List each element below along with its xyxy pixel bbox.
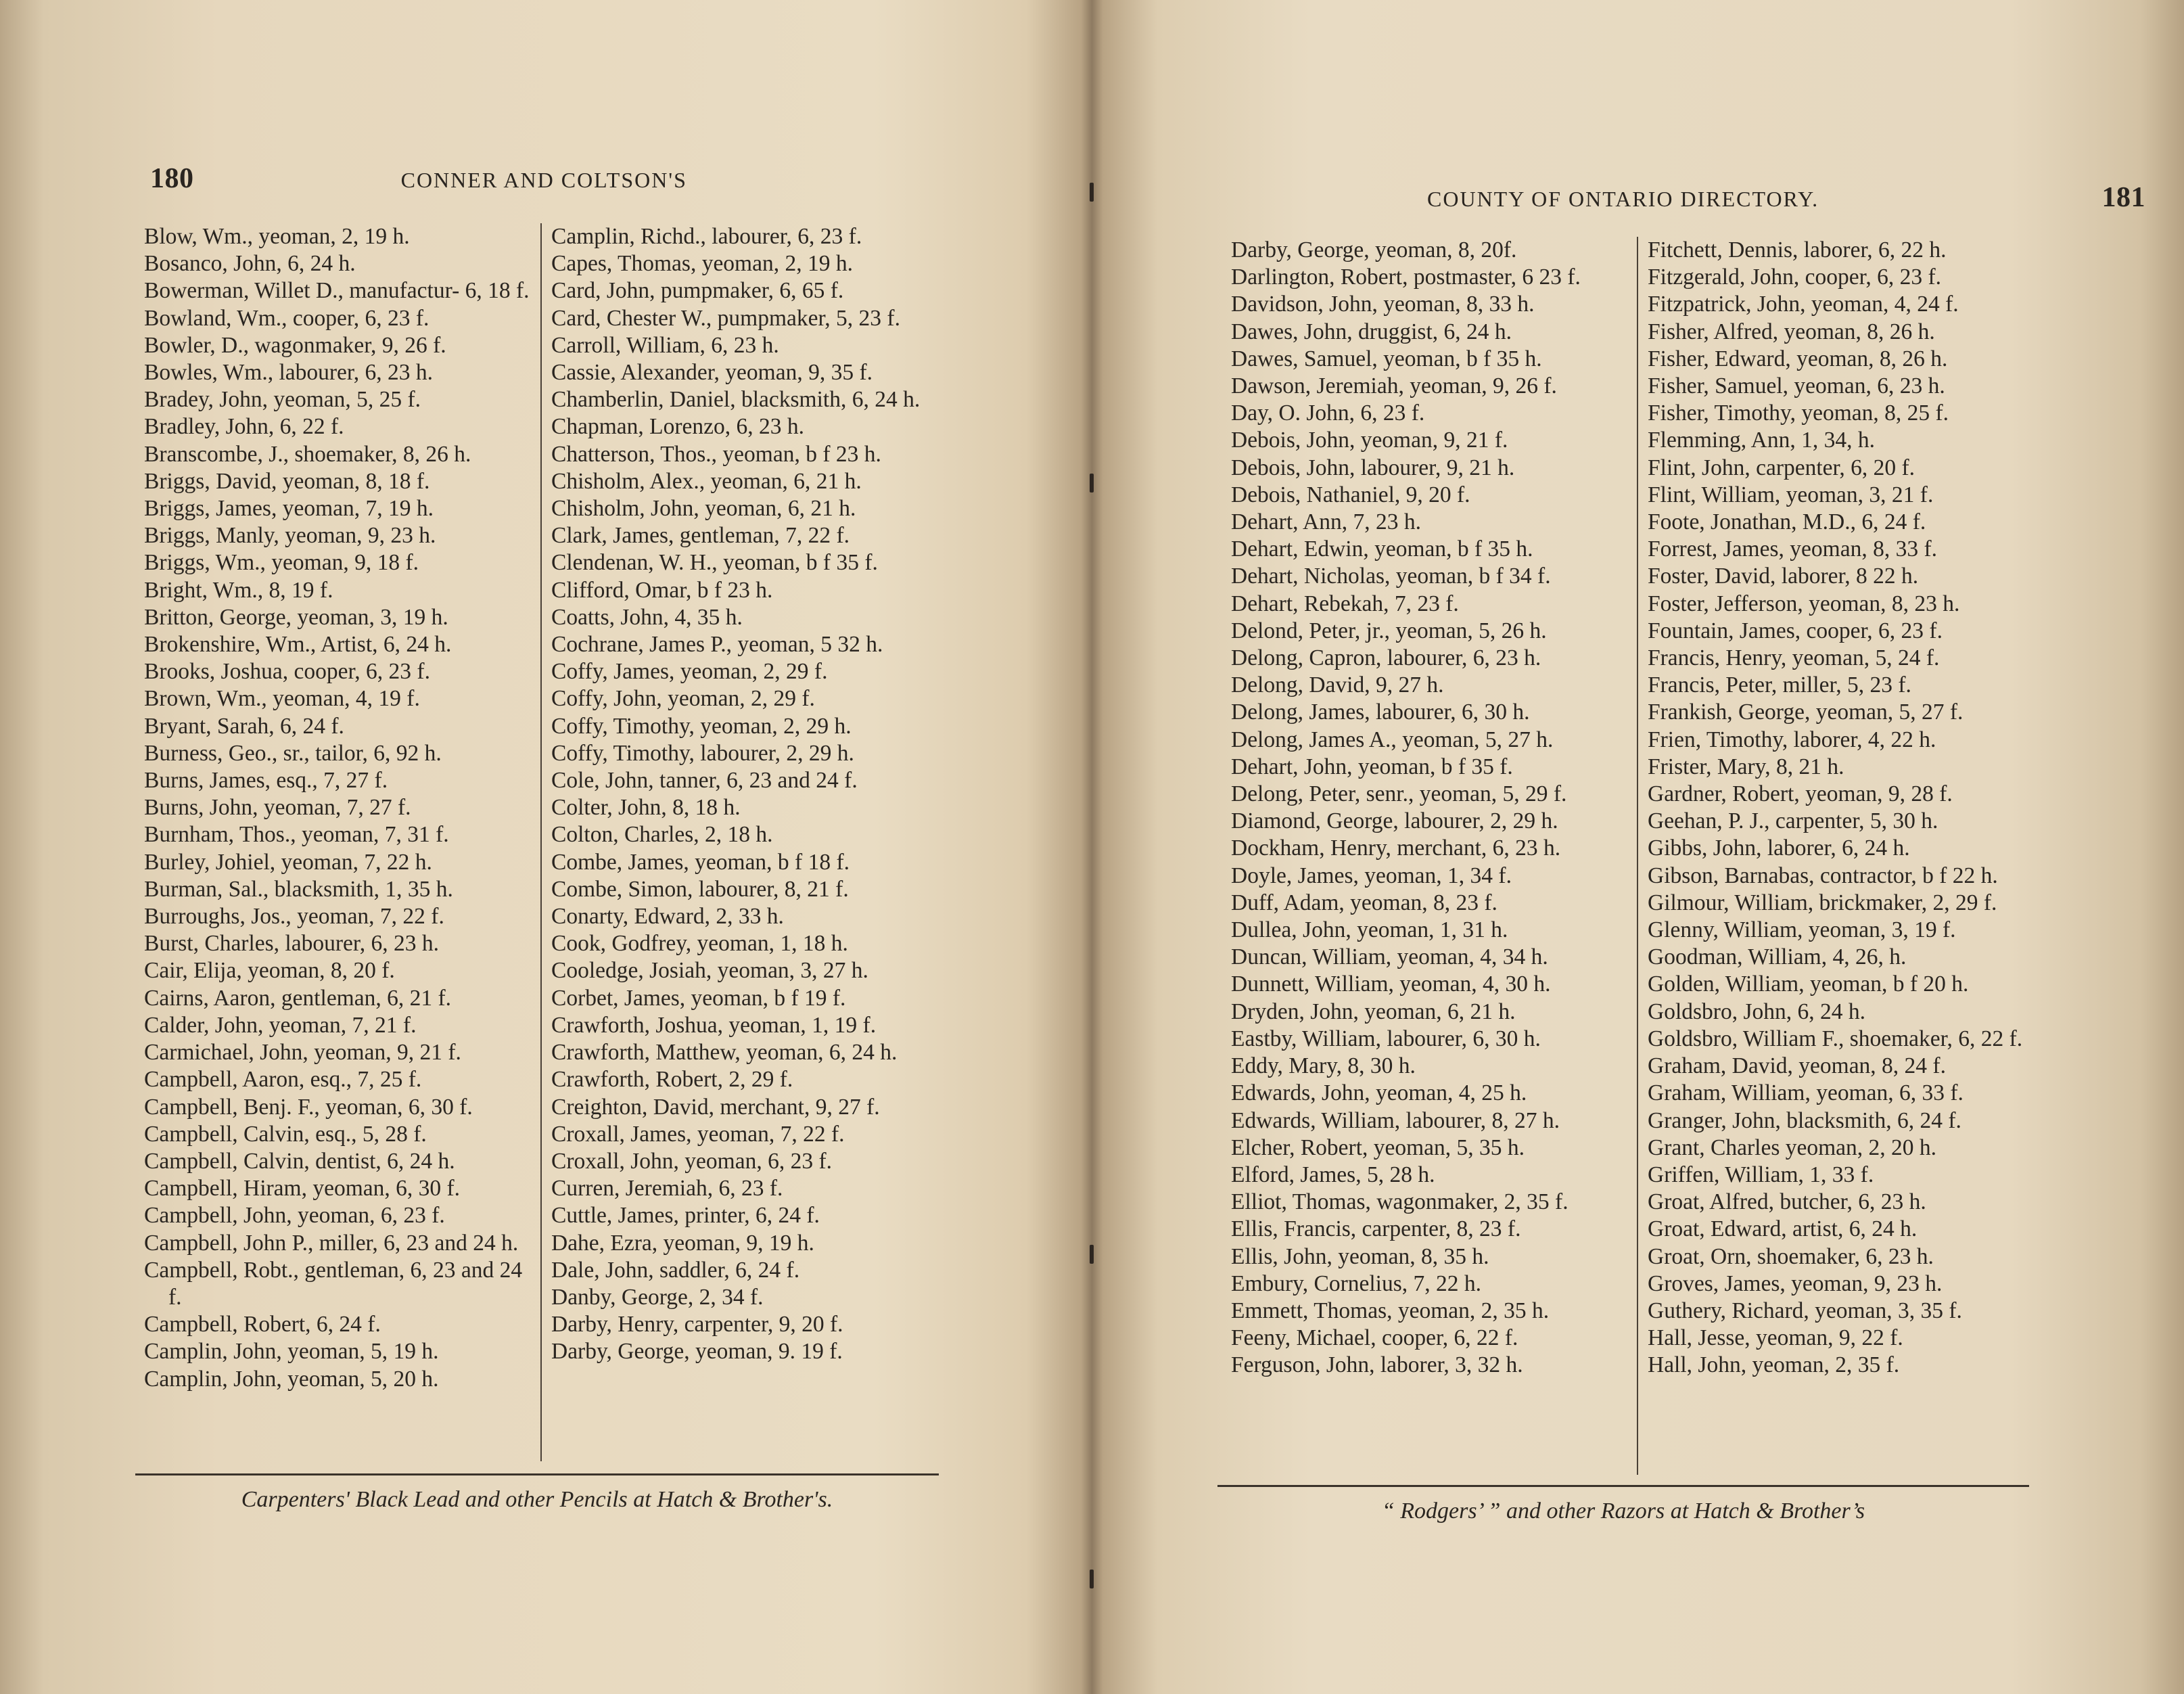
directory-entry: Bradey, John, yeoman, 5, 25 f.	[144, 387, 421, 413]
directory-entry: Briggs, Wm., yeoman, 9, 18 f.	[144, 550, 419, 576]
directory-entry: Cassie, Alexander, yeoman, 9, 35 f.	[551, 360, 873, 386]
directory-entry: Dehart, Ann, 7, 23 h.	[1231, 509, 1421, 535]
directory-entry: Card, Chester W., pumpmaker, 5, 23 f.	[551, 305, 900, 331]
directory-entry: Bright, Wm., 8, 19 f.	[144, 577, 333, 603]
directory-entry: Fountain, James, cooper, 6, 23 f.	[1648, 618, 1943, 643]
directory-entry: Foote, Jonathan, M.D., 6, 24 f.	[1648, 509, 1926, 535]
directory-entry: Cole, John, tanner, 6, 23 and 24 f.	[551, 768, 858, 794]
directory-entry: Brooks, Joshua, cooper, 6, 23 f.	[144, 659, 430, 685]
directory-entry: Dahe, Ezra, yeoman, 9, 19 h.	[551, 1230, 814, 1256]
directory-columns	[1226, 237, 2051, 1475]
directory-entry: Graham, William, yeoman, 6, 33 f.	[1648, 1080, 1964, 1106]
directory-entry: Ellis, John, yeoman, 8, 35 h.	[1231, 1243, 1489, 1269]
directory-column-right	[1638, 237, 2051, 1475]
directory-entry: Francis, Henry, yeoman, 5, 24 f.	[1648, 645, 1940, 671]
page-number: 180	[150, 163, 194, 194]
directory-entry: Delong, James, labourer, 6, 30 h.	[1231, 700, 1530, 725]
directory-entry: Graham, David, yeoman, 8, 24 f.	[1648, 1053, 1946, 1079]
directory-entry: Fisher, Timothy, yeoman, 8, 25 f.	[1648, 400, 1949, 426]
directory-entry: Campbell, Aaron, esq., 7, 25 f.	[144, 1067, 422, 1093]
directory-entry: Cooledge, Josiah, yeoman, 3, 27 h.	[551, 958, 868, 984]
directory-entry: Burman, Sal., blacksmith, 1, 35 h.	[144, 876, 453, 902]
directory-entry: Elford, James, 5, 28 h.	[1231, 1162, 1435, 1187]
directory-entry: Briggs, Manly, yeoman, 9, 23 h.	[144, 523, 436, 549]
directory-entry: Cairns, Aaron, gentleman, 6, 21 f.	[144, 985, 452, 1011]
directory-entry: Emmett, Thomas, yeoman, 2, 35 h.	[1231, 1298, 1550, 1323]
directory-entry: Darby, George, yeoman, 8, 20f.	[1231, 237, 1517, 262]
directory-entry: Colter, John, 8, 18 h.	[551, 795, 741, 821]
directory-entry: Coatts, John, 4, 35 h.	[551, 604, 743, 630]
directory-entry: Coffy, Timothy, yeoman, 2, 29 h.	[551, 713, 852, 739]
directory-entry: Feeny, Michael, cooper, 6, 22 f.	[1231, 1325, 1518, 1351]
directory-entry: Briggs, David, yeoman, 8, 18 f.	[144, 468, 430, 494]
directory-entry: Francis, Peter, miller, 5, 23 f.	[1648, 672, 1911, 698]
advertisement-footer: Carpenters' Black Lead and other Pencils at Hatch & Brother's.	[241, 1487, 833, 1512]
directory-entry: Delong, Peter, senr., yeoman, 5, 29 f.	[1231, 781, 1567, 807]
directory-entry: Diamond, George, labourer, 2, 29 h.	[1231, 808, 1558, 834]
directory-entry: Forrest, James, yeoman, 8, 33 f.	[1648, 536, 1937, 562]
directory-entry: Calder, John, yeoman, 7, 21 f.	[144, 1012, 417, 1038]
directory-entry: Dunnett, William, yeoman, 4, 30 h.	[1231, 971, 1551, 997]
directory-entry: Grant, Charles yeoman, 2, 20 h.	[1648, 1135, 1937, 1160]
directory-entry: Carmichael, John, yeoman, 9, 21 f.	[144, 1040, 461, 1066]
directory-entry: Burness, Geo., sr., tailor, 6, 92 h.	[144, 740, 442, 766]
directory-entry: Darby, Henry, carpenter, 9, 20 f.	[551, 1312, 843, 1337]
directory-entry: Griffen, William, 1, 33 f.	[1648, 1162, 1874, 1187]
directory-entry: Danby, George, 2, 34 f.	[551, 1284, 764, 1310]
directory-entry: Dryden, John, yeoman, 6, 21 h.	[1231, 999, 1516, 1024]
directory-entry: Debois, John, labourer, 9, 21 h.	[1231, 455, 1515, 480]
directory-entry: Coffy, Timothy, labourer, 2, 29 h.	[551, 740, 854, 766]
directory-entry: Combe, James, yeoman, b f 18 f.	[551, 849, 850, 875]
directory-entry: Groves, James, yeoman, 9, 23 h.	[1648, 1270, 1943, 1296]
directory-entry: Foster, David, laborer, 8 22 h.	[1648, 564, 1919, 589]
directory-entry: Burst, Charles, labourer, 6, 23 h.	[144, 931, 439, 957]
directory-entry: Granger, John, blacksmith, 6, 24 f.	[1648, 1107, 1961, 1133]
directory-entry: Duncan, William, yeoman, 4, 34 h.	[1231, 944, 1548, 970]
directory-entry: Brokenshire, Wm., Artist, 6, 24 h.	[144, 632, 452, 658]
directory-entry: Foster, Jefferson, yeoman, 8, 23 h.	[1648, 591, 1960, 616]
directory-entry: Burnham, Thos., yeoman, 7, 31 f.	[144, 822, 449, 848]
directory-entry: Hall, Jesse, yeoman, 9, 22 f.	[1648, 1325, 1903, 1351]
directory-entry: Doyle, James, yeoman, 1, 34 f.	[1231, 863, 1512, 888]
directory-entry: Crawforth, Joshua, yeoman, 1, 19 f.	[551, 1012, 877, 1038]
directory-entry: Cochrane, James P., yeoman, 5 32 h.	[551, 632, 883, 658]
directory-entry: Croxall, John, yeoman, 6, 23 f.	[551, 1148, 832, 1174]
directory-entry: Eddy, Mary, 8, 30 h.	[1231, 1053, 1416, 1079]
directory-entry: Campbell, John, yeoman, 6, 23 f.	[144, 1203, 445, 1229]
directory-entry: Debois, John, yeoman, 9, 21 f.	[1231, 428, 1508, 453]
directory-entry: Clendenan, W. H., yeoman, b f 35 f.	[551, 550, 878, 576]
directory-entry: Bryant, Sarah, 6, 24 f.	[144, 713, 344, 739]
directory-entry: Gibbs, John, laborer, 6, 24 h.	[1648, 835, 1910, 861]
directory-entry: Goodman, William, 4, 26, h.	[1648, 944, 1907, 970]
directory-entry: Camplin, John, yeoman, 5, 19 h.	[144, 1339, 439, 1365]
directory-entry: Chapman, Lorenzo, 6, 23 h.	[551, 414, 804, 440]
directory-entry: Guthery, Richard, yeoman, 3, 35 f.	[1648, 1298, 1962, 1323]
page-number: 181	[2101, 182, 2145, 213]
directory-entry: Elcher, Robert, yeoman, 5, 35 h.	[1231, 1135, 1525, 1160]
left-page	[0, 0, 1082, 1694]
directory-entry: Creighton, David, merchant, 9, 27 f.	[551, 1094, 880, 1120]
directory-entry: Frien, Timothy, laborer, 4, 22 h.	[1648, 727, 1936, 752]
binding-stitch	[1090, 1245, 1094, 1264]
left-page-header	[150, 162, 935, 195]
directory-entry: Bradley, John, 6, 22 f.	[144, 414, 344, 440]
directory-entry: Fisher, Edward, yeoman, 8, 26 h.	[1648, 346, 1948, 371]
directory-entry: Ferguson, John, laborer, 3, 32 h.	[1231, 1352, 1523, 1378]
directory-entry: Dehart, Edwin, yeoman, b f 35 h.	[1231, 536, 1533, 562]
directory-entry: Fitzgerald, John, cooper, 6, 23 f.	[1648, 265, 1942, 290]
directory-entry: Darby, George, yeoman, 9. 19 f.	[551, 1339, 843, 1365]
binding-stitch	[1090, 474, 1094, 493]
directory-entry: Chamberlin, Daniel, blacksmith, 6, 24 h.	[551, 387, 921, 413]
directory-entry: Dehart, John, yeoman, b f 35 f.	[1231, 754, 1513, 779]
directory-entry: Campbell, Hiram, yeoman, 6, 30 f.	[144, 1176, 461, 1201]
directory-entry: Frankish, George, yeoman, 5, 27 f.	[1648, 700, 1964, 725]
directory-entry: Delong, Capron, labourer, 6, 23 h.	[1231, 645, 1541, 671]
directory-entry: Dockham, Henry, merchant, 6, 23 h.	[1231, 835, 1561, 861]
binding-stitch	[1090, 183, 1094, 202]
directory-entry: Colton, Charles, 2, 18 h.	[551, 822, 773, 848]
right-page-header	[1427, 181, 2145, 214]
directory-entry: Duff, Adam, yeoman, 8, 23 f.	[1231, 890, 1497, 915]
directory-column-right	[542, 223, 945, 1461]
directory-entry: Cuttle, James, printer, 6, 24 f.	[551, 1203, 820, 1229]
directory-entry: Day, O. John, 6, 23 f.	[1231, 400, 1425, 426]
directory-entry: Bowerman, Willet D., manufactur- 6, 18 f.	[144, 278, 530, 304]
directory-entry: Bowles, Wm., labourer, 6, 23 h.	[144, 360, 433, 386]
directory-entry: Fitzpatrick, John, yeoman, 4, 24 f.	[1648, 292, 1959, 317]
running-title: COUNTY OF ONTARIO DIRECTORY.	[1427, 187, 1819, 211]
directory-entry: Groat, Edward, artist, 6, 24 h.	[1648, 1216, 1918, 1242]
directory-entry: Burroughs, Jos., yeoman, 7, 22 f.	[144, 904, 444, 930]
directory-entry: Ellis, Francis, carpenter, 8, 23 f.	[1231, 1216, 1521, 1242]
binding-stitch	[1090, 1570, 1094, 1588]
directory-entry: Delong, David, 9, 27 h.	[1231, 672, 1444, 698]
directory-entry: Croxall, James, yeoman, 7, 22 f.	[551, 1121, 845, 1147]
directory-entry: Dawes, Samuel, yeoman, b f 35 h.	[1231, 346, 1542, 371]
directory-column-left	[1226, 237, 1638, 1475]
directory-entry: Coffy, John, yeoman, 2, 29 f.	[551, 686, 815, 712]
directory-entry: Campbell, John P., miller, 6, 23 and 24 h.	[144, 1230, 519, 1256]
directory-entry: Combe, Simon, labourer, 8, 21 f.	[551, 876, 849, 902]
directory-entry: Campbell, Benj. F., yeoman, 6, 30 f.	[144, 1094, 473, 1120]
directory-entry: Debois, Nathaniel, 9, 20 f.	[1231, 482, 1470, 507]
directory-entry: Bowland, Wm., cooper, 6, 23 f.	[144, 305, 429, 331]
directory-entry: Gibson, Barnabas, contractor, b f 22 h.	[1648, 863, 1998, 888]
directory-entry: Dehart, Rebekah, 7, 23 f.	[1231, 591, 1459, 616]
directory-entry: Delond, Peter, jr., yeoman, 5, 26 h.	[1231, 618, 1547, 643]
directory-entry: Campbell, Robert, 6, 24 f.	[144, 1312, 381, 1337]
directory-entry: Gilmour, William, brickmaker, 2, 29 f.	[1648, 890, 1997, 915]
directory-entry: Chisholm, John, yeoman, 6, 21 h.	[551, 496, 856, 522]
directory-entry: Clark, James, gentleman, 7, 22 f.	[551, 523, 850, 549]
directory-entry: Camplin, Richd., labourer, 6, 23 f.	[551, 224, 862, 249]
directory-entry: Goldsbro, William F., shoemaker, 6, 22 f.	[1648, 1026, 2023, 1051]
directory-entry: Chisholm, Alex., yeoman, 6, 21 h.	[551, 468, 862, 494]
directory-entry: Cook, Godfrey, yeoman, 1, 18 h.	[551, 931, 848, 957]
directory-entry: Clifford, Omar, b f 23 h.	[551, 577, 773, 603]
directory-entry: Bosanco, John, 6, 24 h.	[144, 251, 356, 277]
directory-entry: Edwards, William, labourer, 8, 27 h.	[1231, 1107, 1560, 1133]
footer-rule	[1217, 1485, 2029, 1487]
directory-entry: Fisher, Alfred, yeoman, 8, 26 h.	[1648, 319, 1935, 344]
directory-entry: Crawforth, Robert, 2, 29 f.	[551, 1067, 793, 1093]
directory-entry: Campbell, Calvin, dentist, 6, 24 h.	[144, 1148, 455, 1174]
directory-entry: Groat, Orn, shoemaker, 6, 23 h.	[1648, 1243, 1934, 1269]
directory-entry: Blow, Wm., yeoman, 2, 19 h.	[144, 224, 410, 249]
directory-entry: Camplin, John, yeoman, 5, 20 h.	[144, 1366, 439, 1392]
directory-entry: Carroll, William, 6, 23 h.	[551, 332, 779, 358]
directory-entry: Campbell, Calvin, esq., 5, 28 f.	[144, 1121, 427, 1147]
directory-entry: Campbell, Robt., gentleman, 6, 23 and 24 f.	[144, 1257, 523, 1310]
directory-entry: Edwards, John, yeoman, 4, 25 h.	[1231, 1080, 1527, 1106]
directory-entry: Elliot, Thomas, wagonmaker, 2, 35 f.	[1231, 1189, 1569, 1215]
directory-entry: Hall, John, yeoman, 2, 35 f.	[1648, 1352, 1900, 1378]
directory-entry: Golden, William, yeoman, b f 20 h.	[1648, 971, 1969, 997]
directory-entry: Frister, Mary, 8, 21 h.	[1648, 754, 1844, 779]
directory-columns	[139, 223, 945, 1461]
directory-entry: Davidson, John, yeoman, 8, 33 h.	[1231, 292, 1535, 317]
directory-entry: Capes, Thomas, yeoman, 2, 19 h.	[551, 251, 853, 277]
directory-entry: Branscombe, J., shoemaker, 8, 26 h.	[144, 441, 471, 467]
directory-entry: Eastby, William, labourer, 6, 30 h.	[1231, 1026, 1541, 1051]
directory-entry: Darlington, Robert, postmaster, 6 23 f.	[1231, 265, 1581, 290]
directory-entry: Dehart, Nicholas, yeoman, b f 34 f.	[1231, 564, 1551, 589]
directory-entry: Dullea, John, yeoman, 1, 31 h.	[1231, 917, 1508, 943]
directory-entry: Delong, James A., yeoman, 5, 27 h.	[1231, 727, 1554, 752]
directory-entry: Chatterson, Thos., yeoman, b f 23 h.	[551, 441, 881, 467]
directory-entry: Curren, Jeremiah, 6, 23 f.	[551, 1176, 783, 1201]
directory-entry: Burns, James, esq., 7, 27 f.	[144, 768, 388, 794]
directory-entry: Embury, Cornelius, 7, 22 h.	[1231, 1270, 1482, 1296]
directory-entry: Coffy, James, yeoman, 2, 29 f.	[551, 659, 828, 685]
directory-entry: Burley, Johiel, yeoman, 7, 22 h.	[144, 849, 432, 875]
directory-entry: Burns, John, yeoman, 7, 27 f.	[144, 795, 411, 821]
directory-entry: Goldsbro, John, 6, 24 h.	[1648, 999, 1865, 1024]
directory-column-left	[139, 223, 542, 1461]
footer-rule	[135, 1473, 939, 1475]
directory-entry: Card, John, pumpmaker, 6, 65 f.	[551, 278, 844, 304]
advertisement-footer: “ Rodgers’ ” and other Razors at Hatch & Brother’s	[1381, 1498, 1865, 1524]
directory-entry: Flemming, Ann, 1, 34, h.	[1648, 428, 1875, 453]
directory-entry: Dawson, Jeremiah, yeoman, 9, 26 f.	[1231, 373, 1557, 399]
directory-entry: Cair, Elija, yeoman, 8, 20 f.	[144, 958, 395, 984]
directory-entry: Flint, John, carpenter, 6, 20 f.	[1648, 455, 1915, 480]
directory-entry: Brown, Wm., yeoman, 4, 19 f.	[144, 686, 420, 712]
directory-entry: Groat, Alfred, butcher, 6, 23 h.	[1648, 1189, 1926, 1215]
directory-entry: Fisher, Samuel, yeoman, 6, 23 h.	[1648, 373, 1945, 399]
directory-entry: Briggs, James, yeoman, 7, 19 h.	[144, 496, 434, 522]
directory-entry: Glenny, William, yeoman, 3, 19 f.	[1648, 917, 1956, 943]
directory-entry: Crawforth, Matthew, yeoman, 6, 24 h.	[551, 1040, 898, 1066]
directory-entry: Conarty, Edward, 2, 33 h.	[551, 904, 784, 930]
directory-entry: Gardner, Robert, yeoman, 9, 28 f.	[1648, 781, 1953, 807]
directory-entry: Bowler, D., wagonmaker, 9, 26 f.	[144, 332, 446, 358]
directory-entry: Dale, John, saddler, 6, 24 f.	[551, 1257, 800, 1283]
directory-entry: Flint, William, yeoman, 3, 21 f.	[1648, 482, 1934, 507]
directory-entry: Corbet, James, yeoman, b f 19 f.	[551, 985, 846, 1011]
directory-entry: Geehan, P. J., carpenter, 5, 30 h.	[1648, 808, 1938, 834]
directory-entry: Fitchett, Dennis, laborer, 6, 22 h.	[1648, 237, 1947, 262]
directory-entry: Dawes, John, druggist, 6, 24 h.	[1231, 319, 1512, 344]
running-title: CONNER AND COLTSON'S	[400, 168, 687, 192]
directory-entry: Britton, George, yeoman, 3, 19 h.	[144, 604, 448, 630]
